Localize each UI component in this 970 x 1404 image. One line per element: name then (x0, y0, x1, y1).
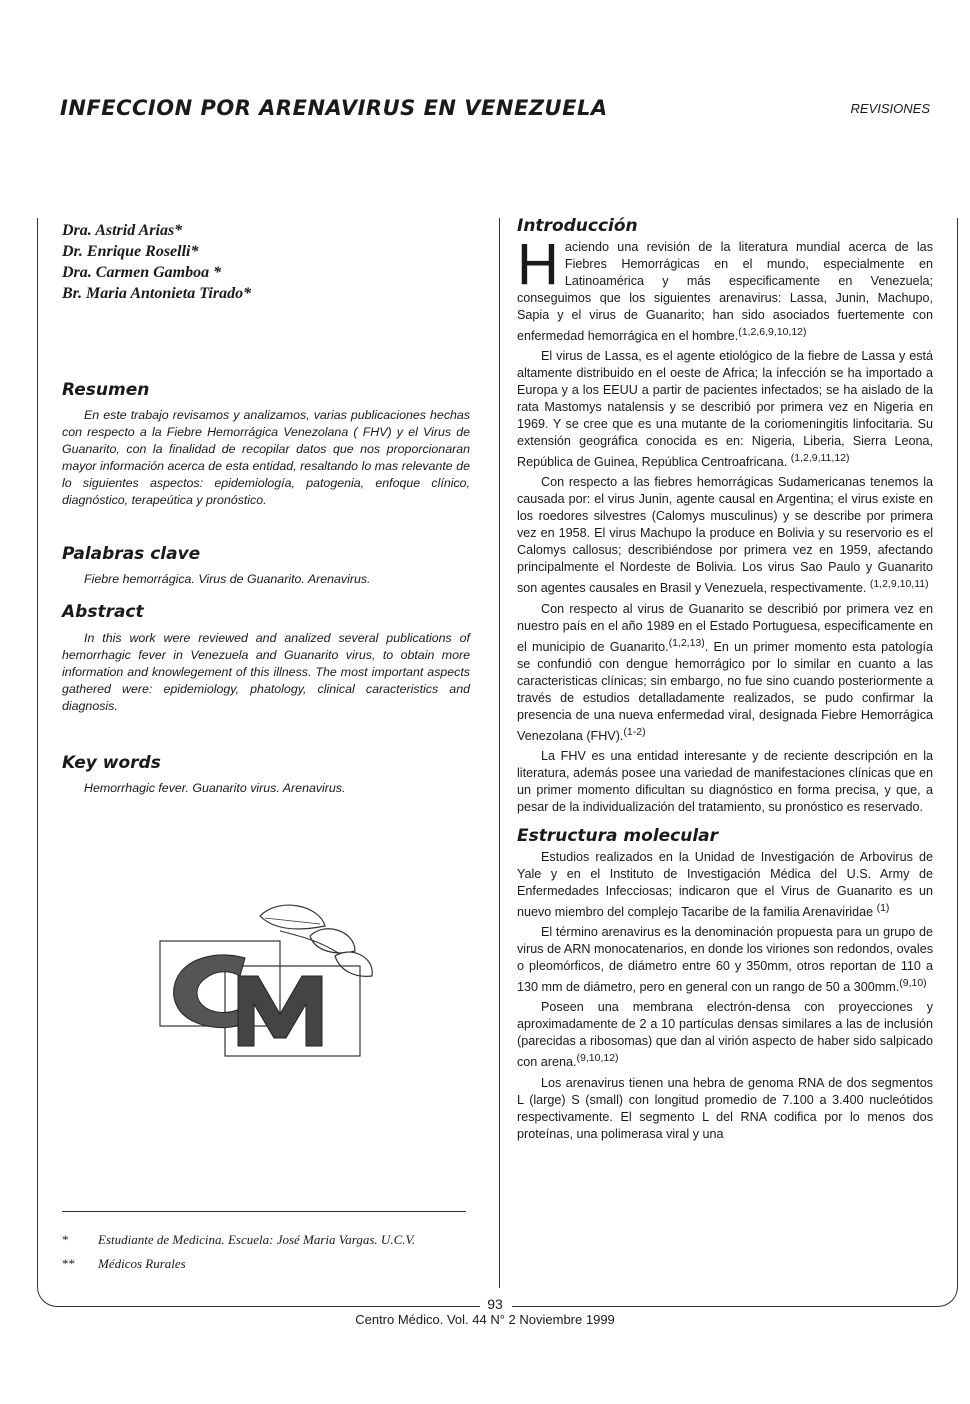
section-label: REVISIONES (850, 101, 930, 116)
journal-logo (150, 896, 380, 1071)
palabras-clave-heading: Palabras clave (62, 544, 201, 564)
reference: (1,2,9,11,12) (790, 452, 850, 465)
key-words-text: Hemorrhagic fever. Guanarito virus. Arenavirus. (84, 781, 346, 795)
footnote-mark: ** (62, 1256, 75, 1271)
reference: (9,10,12) (576, 1052, 619, 1065)
intro-paragraph: Con respecto al virus de Guanarito se describió por primera vez en nuestro país en el año 1989 en el Estado Portuguesa, especificamente en el municipio de Guanarito.$^{(1,2,13)}$. En un primer momento esta patología se confundió con dengue hemorrágico por lo similar en cuanto a las caracteristicas clínicas; sin embargo, no fue sino cuando posteriormente a través de estudios detalladamente realizados, se pudo confirmar la presencia de una nueva enfermedad viral, designada Fiebre Hemorrágica Venezolana (FHV).$^{(1-2)}$ (517, 601, 933, 743)
footnote (62, 1252, 415, 1276)
footnote (62, 1228, 415, 1252)
estructura-paragraph: El término arenavirus es la denominación propuesta para un grupo de virus de ARN monocatenarios, en donde los viriones son redondos, ovales o pleomórficos, de diámetro entre 60 y 350mm, otros reportan de 110 a 130 mm de diámetro, pero en general con un rango de 50 a 300mm.$^{(9,10)}$ (517, 925, 933, 995)
logo-letters (174, 955, 322, 1046)
page-number: 93 (487, 1296, 503, 1312)
author-list (62, 220, 251, 304)
column-divider (499, 218, 500, 1288)
resumen-heading: Resumen (62, 380, 150, 400)
estructura-paragraph: Estudios realizados en la Unidad de Investigación de Arbovirus de Yale y en el Instituto de Investigación Médica del U.S. Army de Enfermedades Infecciosas; indicaron que el Virus de Guanarito es un nuevo miembro del complejo Tacaribe de la familia Arenaviridae $^{(1)}$ (517, 849, 933, 920)
footnote-text: Médicos Rurales (98, 1256, 186, 1271)
intro-paragraph: La FHV es una entidad interesante y de reciente descripción en la literatura, además posee una variedad de manifestaciones clínicas que en un primer momento dificultan su diagnóstico en forma precisa, y que, a pesar de la individualización del tratamiento, su pronóstico es reservado. (517, 748, 933, 814)
reference: (1,2,9,10,11) (869, 578, 929, 591)
frame-corner-left (37, 1287, 75, 1307)
footnote-mark: * (62, 1232, 69, 1247)
right-column (517, 216, 933, 1146)
author: Dr. Enrique Roselli* (62, 243, 199, 260)
estructura-heading: Estructura molecular (517, 825, 719, 846)
frame-rule-bottom-left (74, 1306, 480, 1307)
frame-rule-right (957, 218, 958, 1288)
author: Dra. Astrid Arias* (62, 222, 183, 239)
reference: (1) (876, 901, 890, 914)
frame-corner-right (920, 1287, 958, 1307)
author: Br. Maria Antonieta Tirado* (62, 285, 252, 302)
intro-paragraph: Haciendo una revisión de la literatura mundial acerca de las Fiebres Hemorrágicas en el mundo, especialmente en Latinoamérica y más especificamente en Venezuela; conseguimos que los siguientes arenavirus: Lassa, Junin, Machupo, Sapia y el virus de Guanarito; han sido asociados fuertemente con enfermedad hemorrágica en el hombre.$^{(1,2,6,9,10,12)}$ (517, 232, 933, 344)
estructura-paragraph: Los arenavirus tienen una hebra de genoma RNA de dos segmentos L (large) S (small) con longitud promedio de 7.100 a 3.400 nucleótidos respectivamente. El segmento L del RNA codifica por lo menos dos proteínas, una polimerasa viral y una (517, 1075, 933, 1141)
abstract-text: In this work were reviewed and analized several publications of hemorrhagic fever in Venezuela and Guanarito virus, to obtain more information and knowlegement of this illness. The most important aspects gathered were: epidemiology, phatology, clinical caracteristics and diagnosis. (62, 631, 470, 713)
abstract-heading: Abstract (62, 602, 144, 622)
estructura-paragraph: Poseen una membrana electrón-densa con proyecciones y aproximadamente de 2 a 10 partículas densas similares a las de inclusión (parecidas a ribosomas) que dan al virión aspecto de haber sido salpicado con arena.$^{(9,10,12)}$ (517, 1000, 933, 1070)
frame-rule-bottom-right (512, 1306, 920, 1307)
reference: (9,10) (899, 977, 927, 990)
introduccion-heading: Introducción (517, 216, 638, 236)
intro-paragraph: El virus de Lassa, es el agente etiológico de la fiebre de Lassa y está altamente distribuido en el oeste de Africa; la infección se ha importado a Europa y a los EEUU a partir de pacientes infectados; se ha aislado de la rata Mastomys natalensis y se describió por primera vez en Nigeria en 1969. Y se cree que es una mutante de la coriomeningitis linfocitaria. Su extensión geográfica conocida es en: Nigeria, Liberia, Sierra Leona, República de Guinea, República Centroafricana. $^{(1,2,9,11,12)}$ (517, 349, 933, 470)
key-words-heading: Key words (62, 753, 161, 773)
footnote-text: Estudiante de Medicina. Escuela: José Maria Vargas. U.C.V. (98, 1232, 416, 1247)
author: Dra. Carmen Gamboa * (62, 264, 222, 281)
reference: (1-2) (623, 725, 646, 738)
reference: (1,2,6,9,10,12) (738, 326, 807, 338)
resumen-text: En este trabajo revisamos y analizamos, varias publicaciones hechas con respecto a la Fiebre Hemorrágica Venezolana ( FHV) y el Virus de Guanarito, con la finalidad de recopilar datos que nos proporcionaran mayor información acerca de esta entidad, resaltando lo mas relevante de lo siguientes aspectos: epidemiología, patogenia, enfoque clínico, diagnóstico, terapeútica y pronóstico. (62, 408, 470, 507)
reference: (1,2,13) (668, 636, 705, 649)
journal-citation: Centro Médico. Vol. 44 N° 2 Noviembre 1999 (355, 1312, 615, 1327)
drop-cap: H (517, 232, 559, 297)
footnote-rule (62, 1211, 466, 1212)
frame-rule-left (37, 218, 38, 1288)
footnotes (62, 1228, 415, 1276)
running-title: INFECCION POR ARENAVIRUS EN VENEZUELA (60, 96, 608, 120)
intro-paragraph: Con respecto a las fiebres hemorrágicas Sudamericanas tenemos la causada por: el virus Junin, agente causal en Argentina; el virus existe en los roedores silvestres (Calomys musculinus) y se describe por primera vez en 1958. El virus Machupo la produce en Bolivia y su reservorio es el Calomys callosus; describiéndose por primera vez en 1959, afectando principalmente el Nordeste de Bolivia. Los virus Sao Paulo y Guanarito son agentes causales en Brasil y Venezuela, respectivamente. $^{(1,2,9,10,11)}$ (517, 475, 933, 596)
palabras-clave-text: Fiebre hemorrágica. Virus de Guanarito. Arenavirus. (84, 572, 371, 586)
